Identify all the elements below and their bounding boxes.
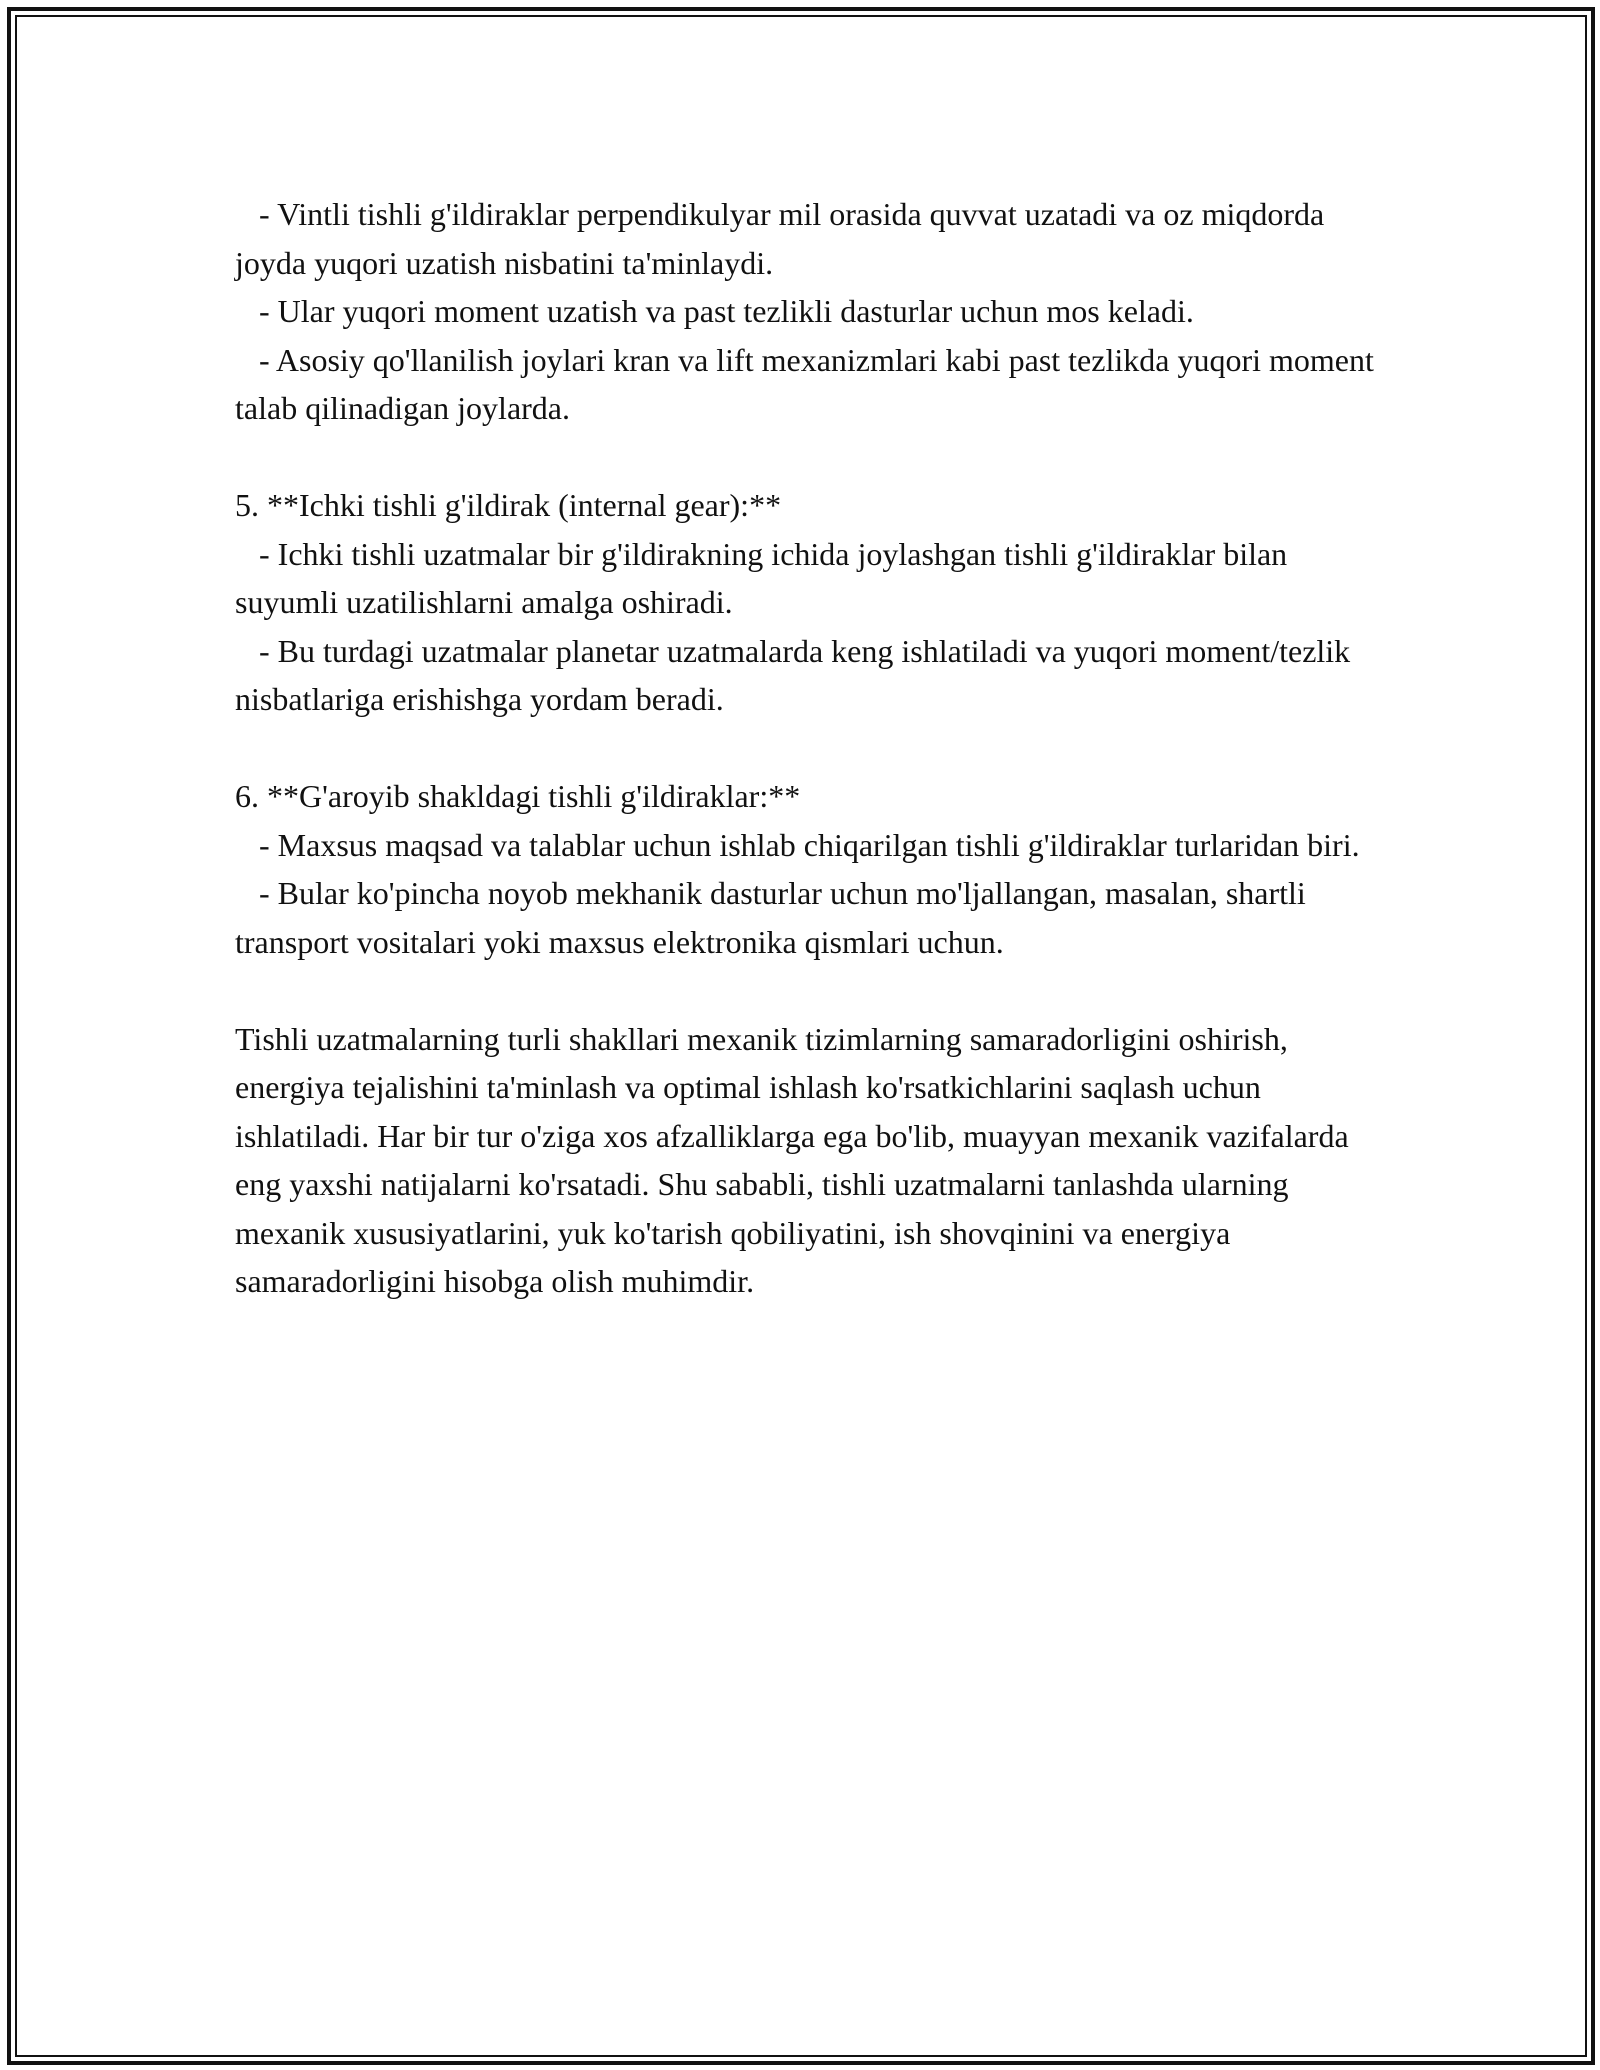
paragraph-spacer xyxy=(235,724,1385,773)
paragraph-spacer xyxy=(235,433,1385,482)
list-item: - Bular ko'pincha noyob mekhanik dasturlar uchun mo'ljallangan, masalan, shartli transport vositalari yoki maxsus elektronika qismlari uchun. xyxy=(235,875,1314,960)
conclusion-paragraph: Tishli uzatmalarning turli shakllari mexanik tizimlarning samaradorligini oshirish, energiya tejalishini ta'minlash va optimal ishlash ko'rsatkichlarini saqlash uchun ishlatiladi. Har bir tur o'ziga xos afzalliklarga ega bo'lib, muayyan mexanik vazifalarda eng yaxshi natijalarni ko'rsatadi. Shu sababli, tishli uzatmalarni tanlashda ularning mexanik xususiyatlarini, yuk ko'tarish qobiliyatini, ish shovqinini va energiya samaradorligini hisobga olish muhimdir. xyxy=(235,1020,1357,1299)
list-item: - Asosiy qo'llanilish joylari kran va lift mexanizmlari kabi past tezlikda yuqori moment talab qilinadigan joylarda. xyxy=(235,341,1382,426)
section-heading: 6. **G'aroyib shakldagi tishli g'ildiraklar:** xyxy=(235,778,801,814)
document-body xyxy=(235,190,1385,1306)
list-item: - Ular yuqori moment uzatish va past tezlikli dasturlar uchun mos keladi. xyxy=(235,293,1194,329)
list-item: - Vintli tishli g'ildiraklar perpendikulyar mil orasida quvvat uzatadi va oz miqdorda joyda yuqori uzatish nisbatini ta'minlaydi. xyxy=(235,196,1333,281)
section-heading: 5. **Ichki tishli g'ildirak (internal gear):** xyxy=(235,487,782,523)
paragraph-spacer xyxy=(235,966,1385,1015)
list-item: - Ichki tishli uzatmalar bir g'ildirakning ichida joylashgan tishli g'ildiraklar bilan suyumli uzatilishlarni amalga oshiradi. xyxy=(235,535,1296,620)
list-item: - Maxsus maqsad va talablar uchun ishlab chiqarilgan tishli g'ildiraklar turlaridan biri. xyxy=(235,826,1360,863)
list-item: - Bu turdagi uzatmalar planetar uzatmalarda keng ishlatiladi va yuqori moment/tezlik nisbatlariga erishishga yordam beradi. xyxy=(235,632,1359,717)
